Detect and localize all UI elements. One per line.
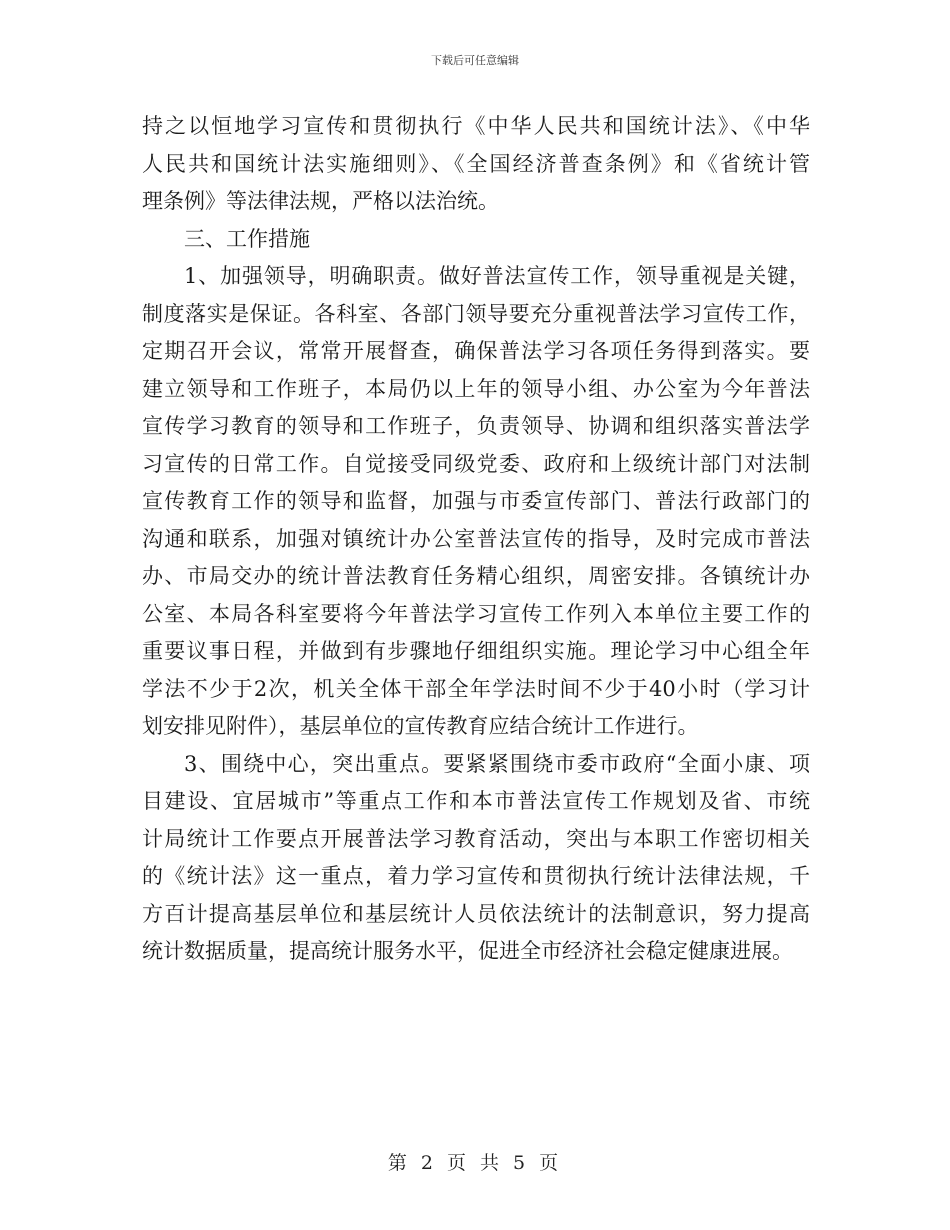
page-header: 下载后可任意编辑: [431, 54, 519, 67]
section-heading: [142, 221, 810, 259]
text-line: 划安排见附件），基层单位的宣传教育应结合统计工作进行。: [142, 714, 699, 738]
section-heading-text: 三、工作措施: [184, 226, 310, 251]
text-line: 制度落实是保证。各科室、各部门领导要充分重视普法学习宣传工作，: [142, 301, 810, 326]
paragraph-measure-1: [142, 258, 810, 746]
document-body: [142, 108, 810, 971]
text-line: 方百计提高基层单位和基层统计人员依法统计的法制意识，努力提高: [142, 901, 810, 926]
text-line: 3、围绕中心，突出重点。要紧紧围绕市委市政府“全面小康、项: [184, 751, 810, 776]
text-line: 重要议事日程，并做到有步骤地仔细组织实施。理论学习中心组全年: [142, 639, 810, 663]
text-line: 统计数据质量，提高统计服务水平，促进全市经济社会稳定健康进展。: [142, 939, 793, 963]
page-number: 第 2 页 共 5 页: [387, 1152, 563, 1174]
text-line: 习宣传的日常工作。自觉接受同级党委、政府和上级统计部门对法制: [142, 451, 810, 476]
text-line: 理条例》等法律法规，严格以法治统。: [142, 189, 499, 213]
text-line: 宣传学习教育的领导和工作班子，负责领导、协调和组织落实普法学: [142, 414, 810, 438]
paragraph-measure-3: [142, 746, 810, 971]
text-line: 定期召开会议，常常开展督查，确保普法学习各项任务得到落实。要: [142, 339, 810, 363]
text-line: 的《统计法》这一重点，着力学习宣传和贯彻执行统计法律法规，千: [142, 864, 810, 888]
text-line: 办、市局交办的统计普法教育任务精心组织，周密安排。各镇统计办: [142, 564, 810, 588]
text-line: 建立领导和工作班子，本局仍以上年的领导小组、办公室为今年普法: [142, 376, 810, 401]
text-line: 公室、本局各科室要将今年普法学习宣传工作列入本单位主要工作的: [142, 601, 810, 626]
text-line: 计局统计工作要点开展普法学习教育活动，突出与本职工作密切相关: [142, 826, 810, 851]
text-line: 持之以恒地学习宣传和贯彻执行《中华人民共和国统计法》、《中华: [142, 114, 810, 138]
paragraph-intro-continued: [142, 108, 810, 221]
text-line: 沟通和联系，加强对镇统计办公室普法宣传的指导，及时完成市普法: [142, 526, 810, 551]
text-line: 宣传教育工作的领导和监督，加强与市委宣传部门、普法行政部门的: [142, 489, 810, 513]
text-line: 目建设、宜居城市”等重点工作和本市普法宣传工作规划及省、市统: [142, 789, 810, 813]
text-line: 人民共和国统计法实施细则》、《全国经济普查条例》和《省统计管: [142, 151, 810, 176]
text-line: 学法不少于2次，机关全体干部全年学法时间不少于40小时（学习计: [142, 676, 810, 701]
text-line: 1、加强领导，明确职责。做好普法宣传工作，领导重视是关键，: [184, 264, 810, 288]
